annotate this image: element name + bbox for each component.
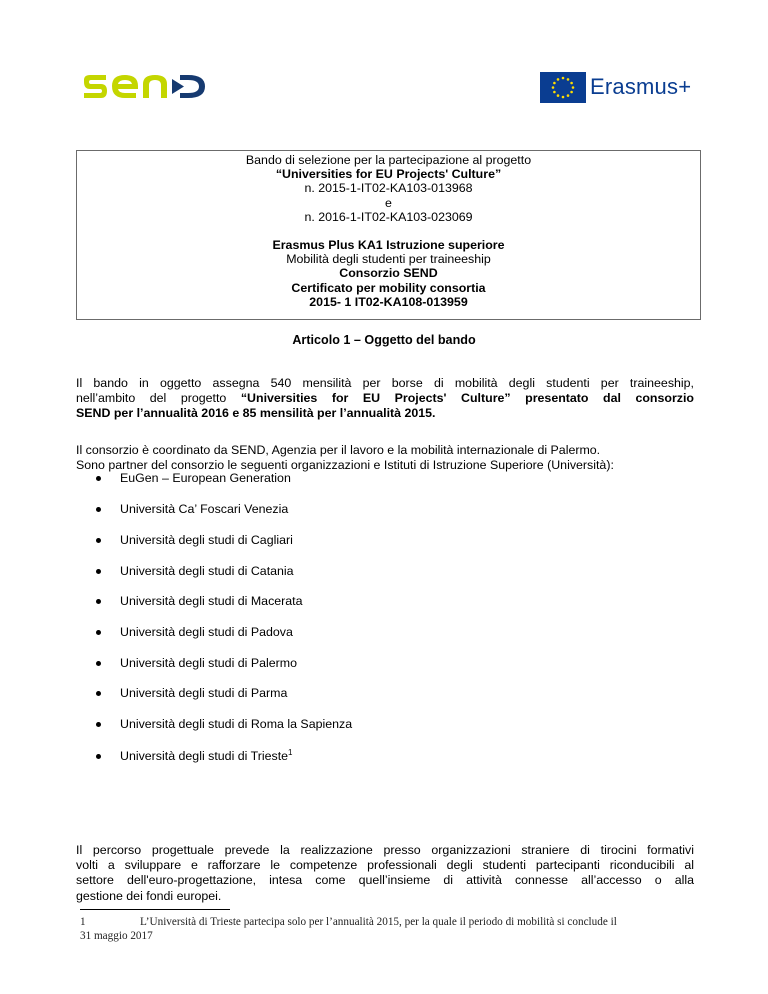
bullet-icon	[96, 476, 101, 481]
paragraph-project	[76, 843, 694, 904]
paragraph-bold-line: SEND per l’annualità 2016 e 85 mensilità per l’annualità 2015.	[76, 406, 436, 421]
mobility-type: Mobilità degli studenti per traineeship	[286, 252, 491, 267]
paragraph-text: nell’ambito del progetto	[76, 391, 241, 406]
bullet-icon	[96, 661, 101, 666]
title-line-1: Bando di selezione per la partecipazione al progetto	[245, 153, 532, 167]
spacer	[77, 224, 700, 238]
footnote-separator	[80, 909, 230, 910]
paragraph-line: volti a sviluppare e rafforzare le competenze professionali degli studenti partecipanti riconducibili al	[76, 858, 694, 873]
paragraph-bold-text: “Universities for EU Projects' Culture” presentato dal consorzio	[240, 391, 694, 406]
footnote	[80, 916, 700, 943]
footnote-text-line: 31 maggio 2017	[80, 929, 153, 942]
project-code-1: n. 2015-1-IT02-KA103-013968	[304, 181, 473, 196]
programme-name: Erasmus Plus KA1 Istruzione superiore	[272, 238, 505, 253]
footnote-text-line: L’Università di Trieste partecipa solo per l’annualità 2015, per la quale il periodo di mobilità si conclude il	[140, 916, 617, 928]
erasmus-plus-text: Erasmus+	[590, 74, 692, 99]
paragraph-line: Il bando in oggetto assegna 540 mensilità per borse di mobilità degli studenti per traineeship,	[76, 376, 694, 390]
bullet-icon	[96, 691, 101, 696]
paragraph-line: Sono partner del consorzio le seguenti organizzazioni e Istituti di Istruzione Superiore (Università):	[76, 458, 614, 473]
paragraph-line	[76, 391, 694, 406]
paragraph-consortium	[76, 443, 694, 473]
footnote-number: 1	[80, 916, 86, 928]
article-title: Articolo 1 – Oggetto del bando	[292, 333, 476, 347]
paragraph-line: settore dell'euro-progettazione, intesa come quell’insieme di attività connesse all’accesso o alla	[76, 873, 694, 888]
send-logo	[80, 70, 210, 106]
erasmus-plus-logo	[540, 70, 690, 106]
bullet-icon	[96, 754, 101, 759]
bullet-icon	[96, 507, 101, 512]
bullet-icon	[96, 722, 101, 727]
project-code-2: n. 2016-1-IT02-KA103-023069	[304, 209, 473, 224]
bullet-icon	[96, 538, 101, 543]
footnote-ref[interactable]: 1	[288, 747, 293, 757]
bullet-icon	[96, 630, 101, 635]
certificate-code: 2015- 1 IT02-KA108-013959	[309, 294, 468, 309]
eu-flag-icon	[540, 72, 586, 103]
bullet-icon	[96, 599, 101, 604]
title-box	[76, 150, 701, 320]
bullet-icon	[96, 569, 101, 574]
consortium-name: Consorzio SEND	[339, 266, 438, 281]
list-item-text: Università degli studi di Trieste	[120, 749, 289, 763]
paragraph-line: Il percorso progettuale prevede la realizzazione presso organizzazioni straniere di tirocini formativi	[76, 843, 694, 857]
project-name: “Universities for EU Projects' Culture”	[275, 167, 502, 182]
conjunction: e	[385, 195, 392, 210]
paragraph-line: Il consorzio è coordinato da SEND, Agenzia per il lavoro e la mobilità internazionale di Palermo.	[76, 443, 601, 457]
paragraph-line: gestione dei fondi europei.	[76, 888, 222, 903]
certificate-label: Certificato per mobility consortia	[291, 280, 486, 295]
paragraph-object	[76, 376, 694, 422]
